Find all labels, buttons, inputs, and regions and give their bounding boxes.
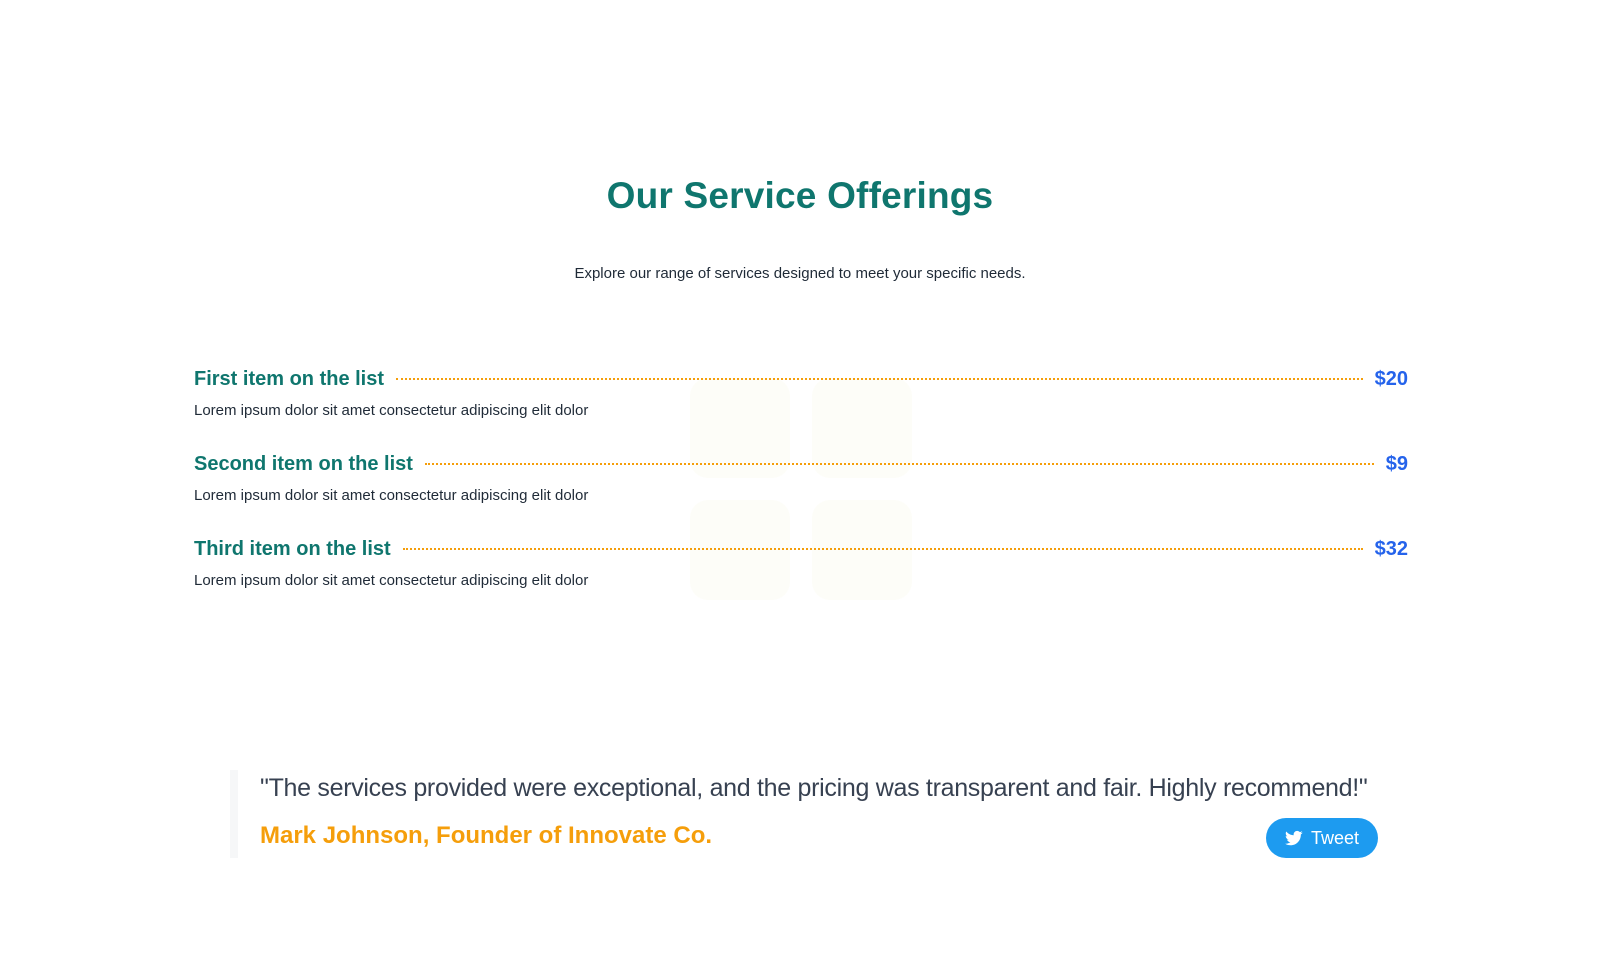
item-name: Second item on the list	[194, 453, 413, 475]
section-subtitle: Explore our range of services designed to meet your specific needs.	[574, 265, 1026, 282]
section-title: Our Service Offerings	[606, 175, 994, 216]
price-list	[194, 362, 1408, 617]
item-description: Lorem ipsum dolor sit amet consectetur adipiscing elit dolor	[194, 402, 589, 419]
price-list-item-header	[194, 447, 1408, 481]
dotted-leader	[403, 548, 1363, 550]
item-name: Third item on the list	[194, 538, 391, 560]
item-description: Lorem ipsum dolor sit amet consectetur adipiscing elit dolor	[194, 487, 589, 504]
testimonial-blockquote	[230, 770, 1378, 858]
item-name: First item on the list	[194, 368, 385, 390]
price-list-item	[194, 532, 1408, 617]
testimonial-quote: "The services provided were exceptional, and the pricing was transparent and fair. Highly recommend!"	[260, 774, 1368, 802]
item-price: $32	[1374, 538, 1408, 560]
twitter-bird-icon	[1285, 829, 1303, 847]
price-list-item	[194, 447, 1408, 532]
price-list-item	[194, 362, 1408, 447]
dotted-leader	[396, 378, 1363, 380]
item-price: $9	[1385, 453, 1408, 475]
testimonial-author: Mark Johnson, Founder of Innovate Co.	[260, 822, 713, 849]
tweet-button-label: Tweet	[1310, 827, 1360, 848]
price-list-item-header	[194, 362, 1408, 396]
item-price: $20	[1374, 368, 1408, 390]
price-list-item-header	[194, 532, 1408, 566]
dotted-leader	[425, 463, 1374, 465]
tweet-button[interactable]	[1266, 818, 1378, 858]
item-description: Lorem ipsum dolor sit amet consectetur adipiscing elit dolor	[194, 572, 589, 589]
